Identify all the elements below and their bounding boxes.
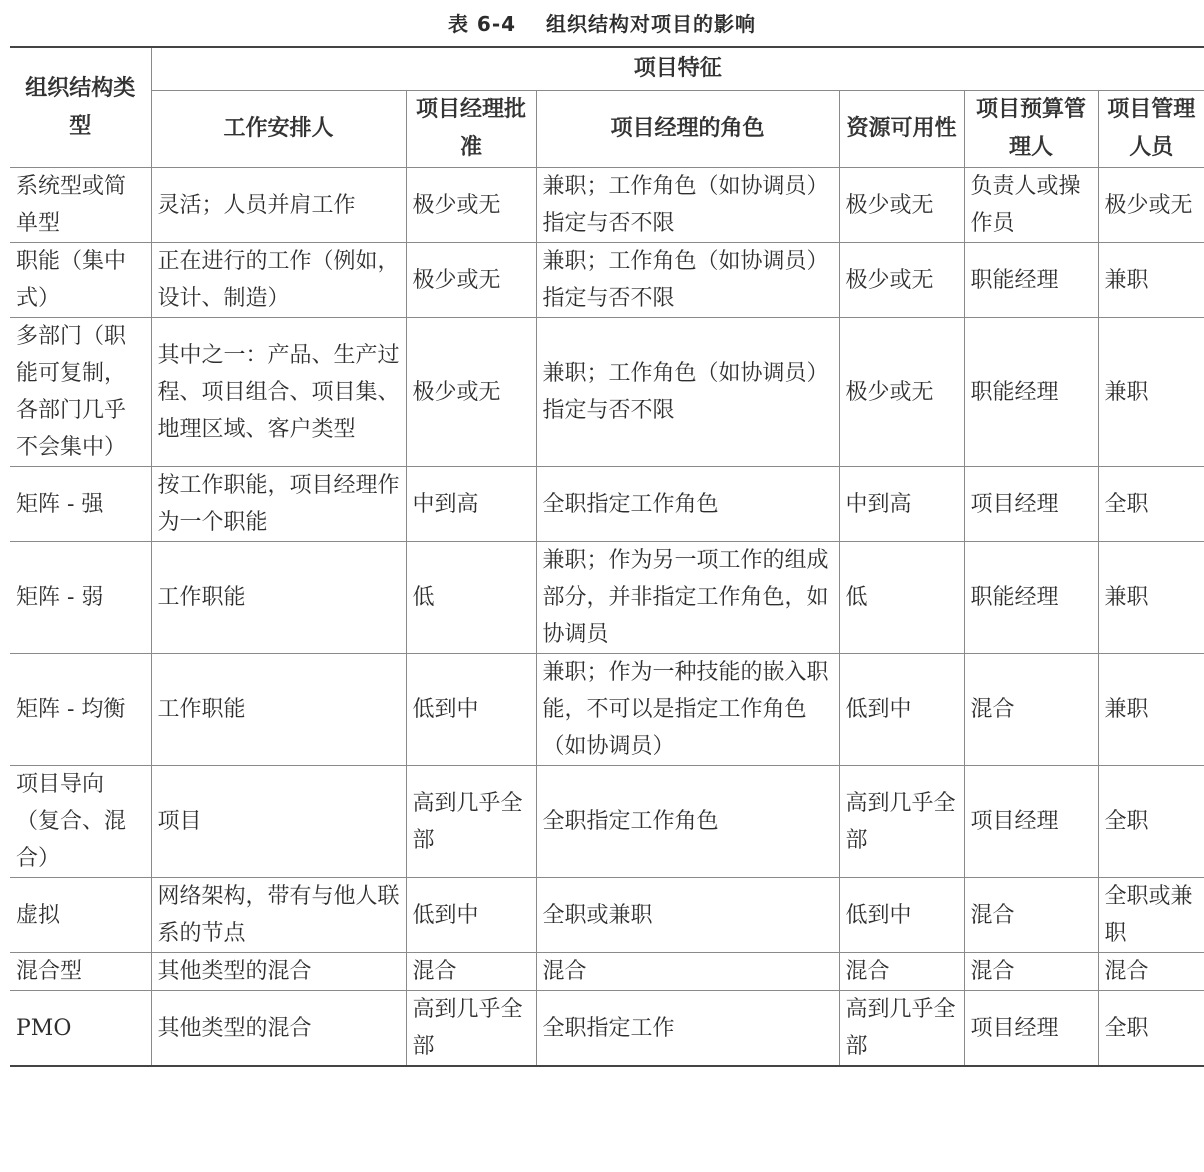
cell-work-assigner: 正在进行的工作（例如，设计、制造） bbox=[151, 243, 406, 318]
cell-pm-staff: 全职或兼职 bbox=[1098, 878, 1204, 953]
cell-work-assigner: 其他类型的混合 bbox=[151, 953, 406, 991]
cell-budget-manager: 混合 bbox=[964, 654, 1098, 766]
cell-budget-manager: 项目经理 bbox=[964, 991, 1098, 1067]
cell-org-type: 多部门（职能可复制，各部门几乎不会集中） bbox=[10, 318, 151, 467]
cell-pm-authority: 极少或无 bbox=[406, 168, 536, 243]
cell-pm-role: 混合 bbox=[536, 953, 839, 991]
cell-work-assigner: 其他类型的混合 bbox=[151, 991, 406, 1067]
header-pm-role: 项目经理的角色 bbox=[536, 91, 839, 168]
cell-pm-staff: 兼职 bbox=[1098, 318, 1204, 467]
cell-pm-role: 全职指定工作 bbox=[536, 991, 839, 1067]
cell-work-assigner: 工作职能 bbox=[151, 542, 406, 654]
cell-org-type: 系统型或简单型 bbox=[10, 168, 151, 243]
cell-work-assigner: 其中之一：产品、生产过程、项目组合、项目集、地理区域、客户类型 bbox=[151, 318, 406, 467]
cell-resource-availability: 低到中 bbox=[839, 878, 964, 953]
cell-budget-manager: 职能经理 bbox=[964, 318, 1098, 467]
table-title: 组织结构对项目的影响 bbox=[546, 11, 757, 36]
org-structure-table bbox=[10, 46, 1204, 1067]
cell-work-assigner: 工作职能 bbox=[151, 654, 406, 766]
cell-pm-authority: 低 bbox=[406, 542, 536, 654]
cell-budget-manager: 混合 bbox=[964, 878, 1098, 953]
cell-pm-role: 兼职；作为一种技能的嵌入职能，不可以是指定工作角色（如协调员） bbox=[536, 654, 839, 766]
cell-org-type: 矩阵 - 强 bbox=[10, 467, 151, 542]
cell-pm-authority: 高到几乎全部 bbox=[406, 991, 536, 1067]
cell-pm-staff: 全职 bbox=[1098, 991, 1204, 1067]
cell-work-assigner: 灵活；人员并肩工作 bbox=[151, 168, 406, 243]
header-project-characteristics: 项目特征 bbox=[151, 47, 1204, 91]
header-work-assigner: 工作安排人 bbox=[151, 91, 406, 168]
table-row bbox=[10, 243, 1204, 318]
cell-pm-authority: 极少或无 bbox=[406, 243, 536, 318]
cell-resource-availability: 中到高 bbox=[839, 467, 964, 542]
cell-resource-availability: 混合 bbox=[839, 953, 964, 991]
cell-pm-role: 全职指定工作角色 bbox=[536, 467, 839, 542]
cell-pm-authority: 混合 bbox=[406, 953, 536, 991]
cell-budget-manager: 职能经理 bbox=[964, 243, 1098, 318]
cell-resource-availability: 低 bbox=[839, 542, 964, 654]
header-resource-availability: 资源可用性 bbox=[839, 91, 964, 168]
cell-pm-role: 兼职；作为另一项工作的组成部分，并非指定工作角色，如协调员 bbox=[536, 542, 839, 654]
header-budget-manager: 项目预算管理人 bbox=[964, 91, 1098, 168]
cell-resource-availability: 极少或无 bbox=[839, 168, 964, 243]
cell-pm-authority: 高到几乎全部 bbox=[406, 766, 536, 878]
cell-org-type: 混合型 bbox=[10, 953, 151, 991]
cell-pm-staff: 全职 bbox=[1098, 467, 1204, 542]
cell-budget-manager: 项目经理 bbox=[964, 766, 1098, 878]
table-row bbox=[10, 654, 1204, 766]
table-row bbox=[10, 467, 1204, 542]
cell-pm-authority: 中到高 bbox=[406, 467, 536, 542]
cell-pm-authority: 极少或无 bbox=[406, 318, 536, 467]
cell-budget-manager: 负责人或操作员 bbox=[964, 168, 1098, 243]
cell-resource-availability: 高到几乎全部 bbox=[839, 991, 964, 1067]
header-pm-staff: 项目管理人员 bbox=[1098, 91, 1204, 168]
table-number: 表 6-4 bbox=[447, 11, 517, 36]
table-row bbox=[10, 542, 1204, 654]
cell-pm-role: 兼职；工作角色（如协调员）指定与否不限 bbox=[536, 243, 839, 318]
cell-pm-role: 全职指定工作角色 bbox=[536, 766, 839, 878]
cell-org-type: 项目导向（复合、混合） bbox=[10, 766, 151, 878]
cell-resource-availability: 高到几乎全部 bbox=[839, 766, 964, 878]
header-org-type: 组织结构类型 bbox=[10, 47, 151, 168]
header-pm-authority: 项目经理批准 bbox=[406, 91, 536, 168]
cell-work-assigner: 网络架构，带有与他人联系的节点 bbox=[151, 878, 406, 953]
cell-pm-staff: 极少或无 bbox=[1098, 168, 1204, 243]
table-caption bbox=[0, 0, 1204, 44]
table-row bbox=[10, 953, 1204, 991]
table-row bbox=[10, 766, 1204, 878]
cell-work-assigner: 项目 bbox=[151, 766, 406, 878]
cell-pm-staff: 兼职 bbox=[1098, 654, 1204, 766]
cell-org-type: 职能（集中式） bbox=[10, 243, 151, 318]
cell-pm-role: 全职或兼职 bbox=[536, 878, 839, 953]
table-row bbox=[10, 991, 1204, 1067]
cell-org-type: PMO bbox=[10, 991, 151, 1067]
cell-work-assigner: 按工作职能，项目经理作为一个职能 bbox=[151, 467, 406, 542]
cell-org-type: 矩阵 - 弱 bbox=[10, 542, 151, 654]
table-row bbox=[10, 878, 1204, 953]
cell-pm-staff: 兼职 bbox=[1098, 243, 1204, 318]
cell-pm-staff: 全职 bbox=[1098, 766, 1204, 878]
cell-resource-availability: 极少或无 bbox=[839, 243, 964, 318]
cell-pm-staff: 兼职 bbox=[1098, 542, 1204, 654]
cell-resource-availability: 低到中 bbox=[839, 654, 964, 766]
cell-pm-staff: 混合 bbox=[1098, 953, 1204, 991]
cell-org-type: 虚拟 bbox=[10, 878, 151, 953]
table-row bbox=[10, 318, 1204, 467]
cell-pm-authority: 低到中 bbox=[406, 654, 536, 766]
cell-org-type: 矩阵 - 均衡 bbox=[10, 654, 151, 766]
cell-pm-authority: 低到中 bbox=[406, 878, 536, 953]
cell-pm-role: 兼职；工作角色（如协调员）指定与否不限 bbox=[536, 318, 839, 467]
cell-pm-role: 兼职；工作角色（如协调员）指定与否不限 bbox=[536, 168, 839, 243]
cell-budget-manager: 混合 bbox=[964, 953, 1098, 991]
cell-budget-manager: 项目经理 bbox=[964, 467, 1098, 542]
cell-budget-manager: 职能经理 bbox=[964, 542, 1098, 654]
table-row bbox=[10, 168, 1204, 243]
cell-resource-availability: 极少或无 bbox=[839, 318, 964, 467]
